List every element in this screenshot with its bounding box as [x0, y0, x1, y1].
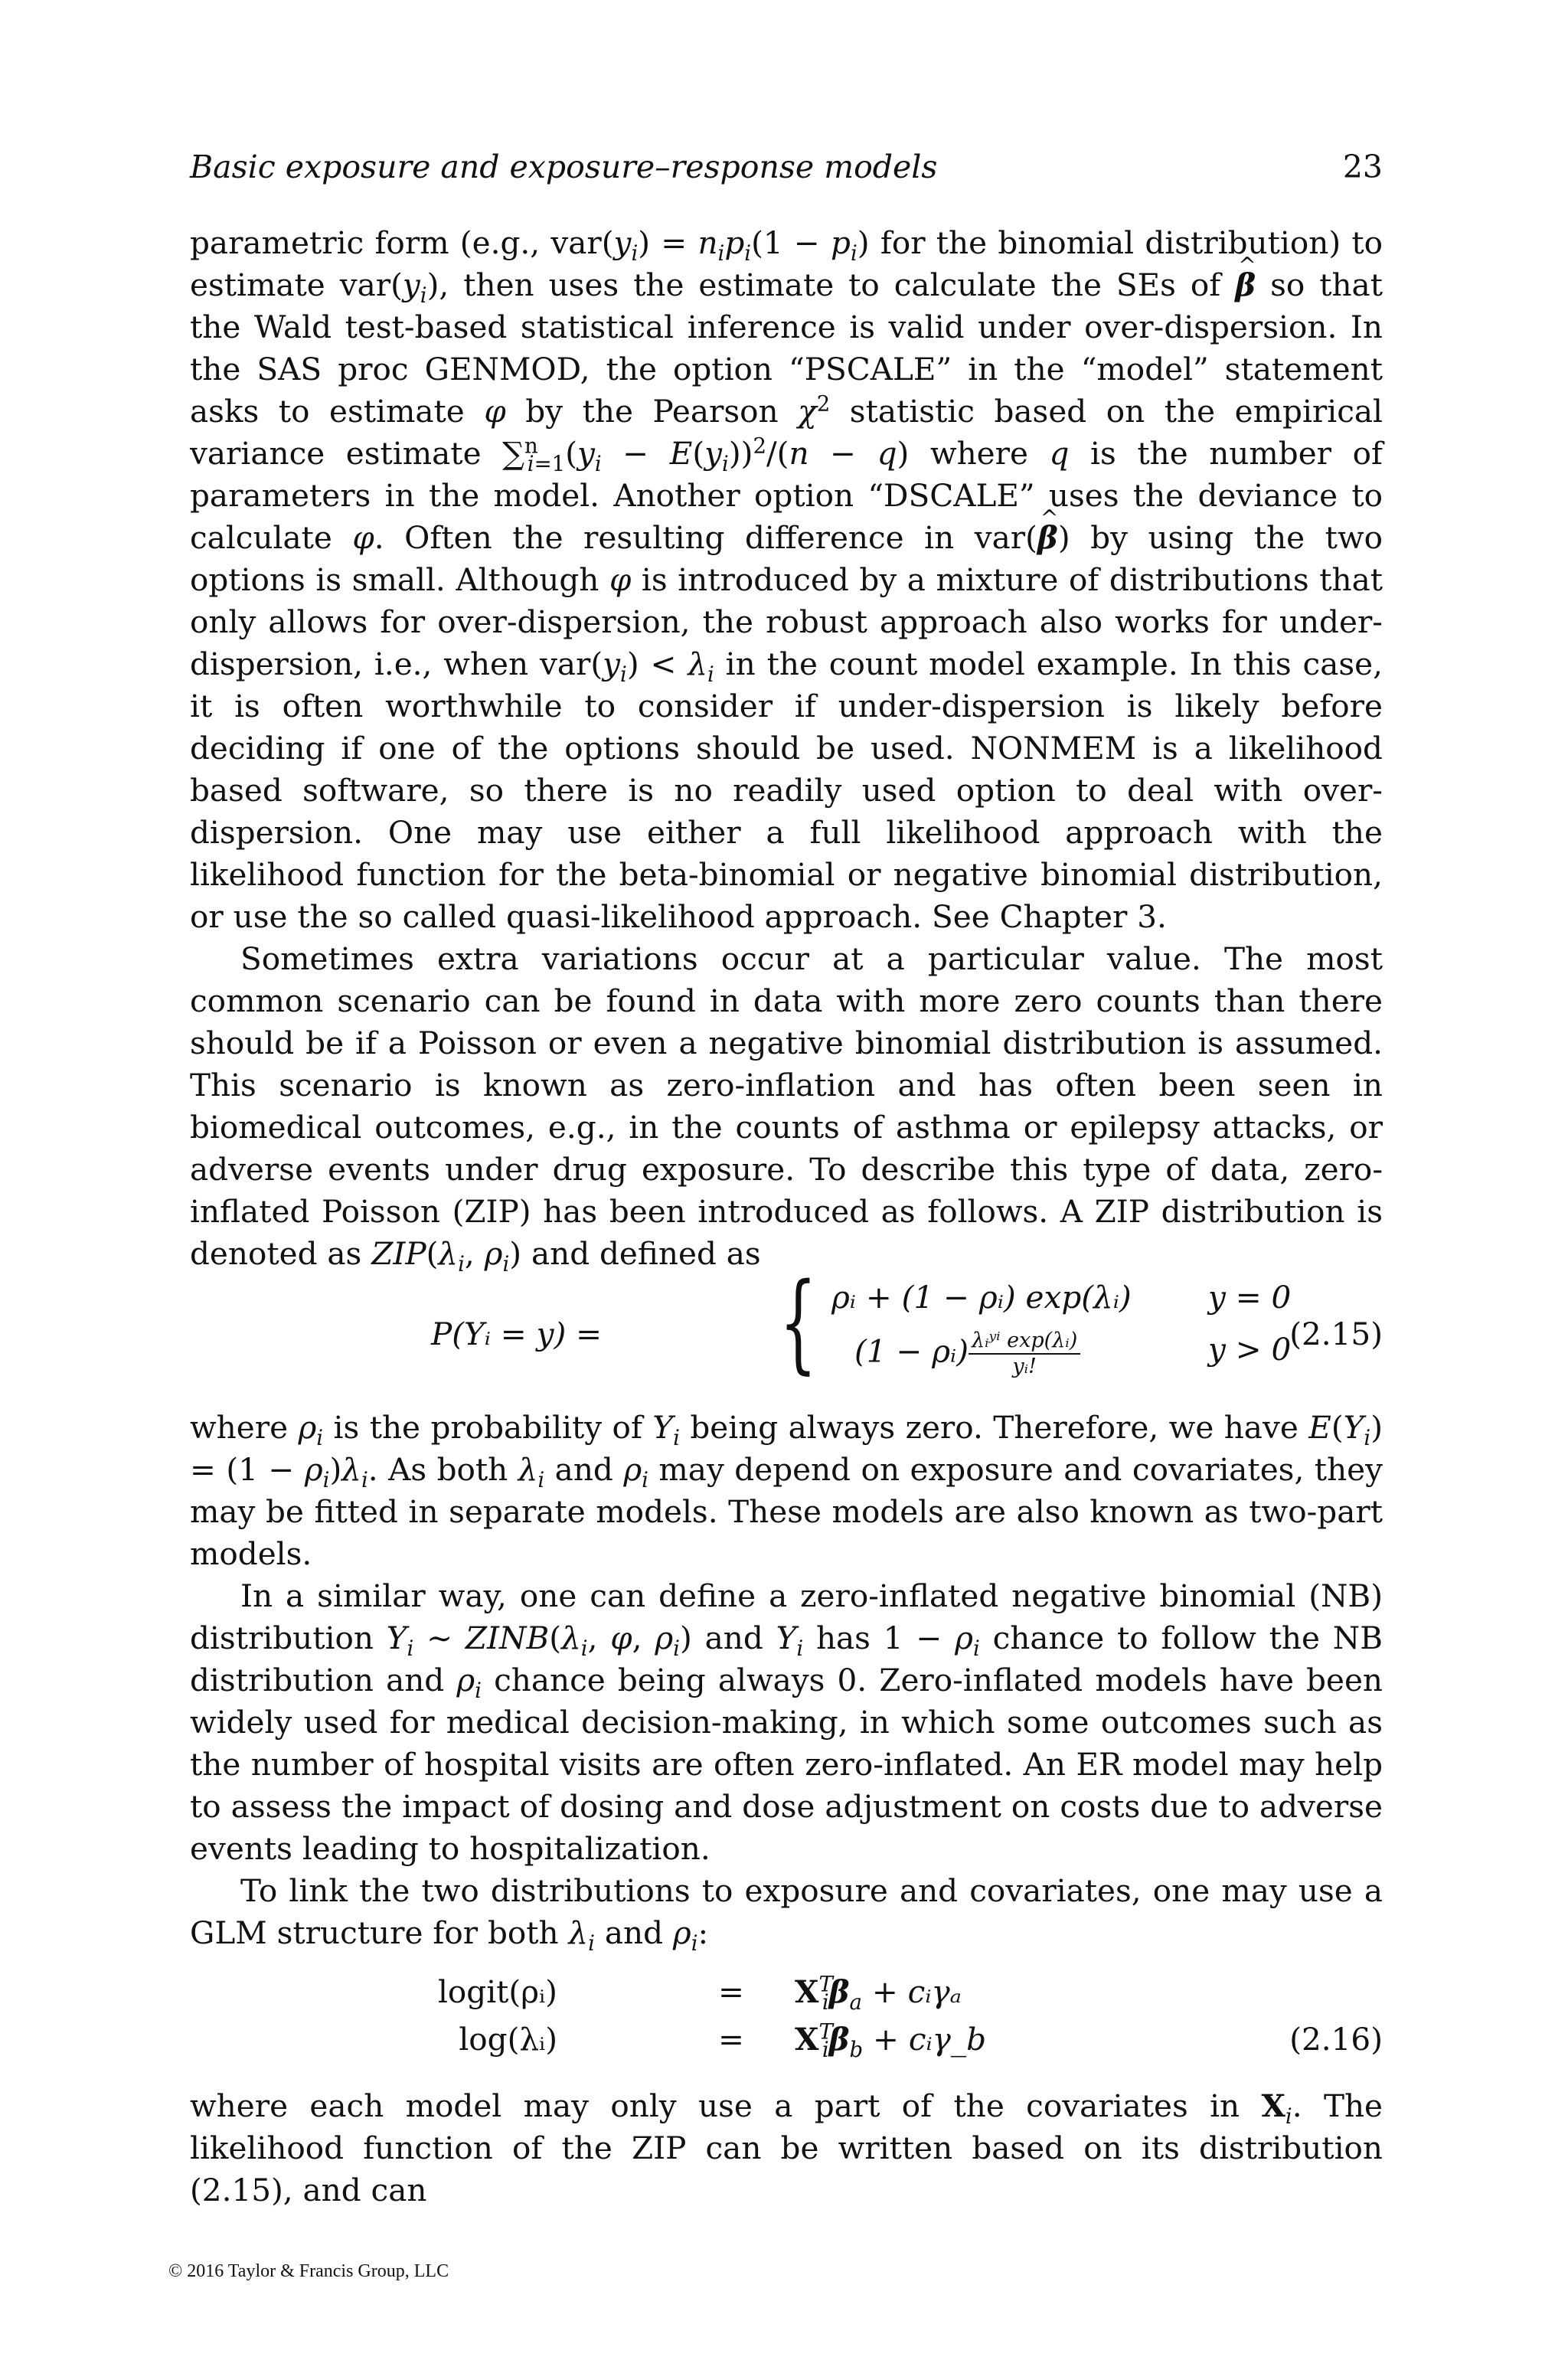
equation-2-15 — [190, 1260, 1383, 1399]
eq215-condition-1: y = 0 — [1208, 1279, 1292, 1316]
eq216-number: (2.16) — [1289, 2021, 1383, 2058]
equation-2-16 — [190, 1971, 1383, 2067]
eq215-case2: (1 − ρᵢ) $\frac{\text{λᵢʸⁱ exp(λᵢ)}}{\text{yᵢ!}}$ — [854, 1329, 1080, 1379]
paragraph-4: In a similar way, one can define a zero-inflated negative binomial (NB) distribution $Y_i$ ∼ $ZINB(\lambda_i$, φ, $\rho_i$) and $Y_i$ has $1 - \rho_i$ chance to follow the NB distribution and $\rho_i$ chance being always 0. Zero-inflated models have been widely used for medical decision-making, in which some outcomes such as the number of hospital visits are often zero-inflated. An ER model may help to assess the impact of dosing and dose adjustment on costs due to adverse events leading to hospitalization. — [190, 1577, 1383, 1867]
paragraph-5: To link the two distributions to exposure and covariates, one may use a GLM structure for both $\lambda_i$ and $\rho_i$: — [190, 1872, 1383, 1956]
eq216-equals-1: = — [718, 1973, 744, 2010]
paragraph-1: parametric form (e.g., $var(y_i) = n_ip_i(1 - p_i)$ for the binomial distribution) to estimate $var(y_i)$, then uses the estimate to calculate the SEs of ^ β so that the Wald test-based statistical inference is valid under over-dispersion. In the SAS proc GENMOD, the option “PSCALE” in the “model” statement asks to estimate φ by the Pearson $\chi^2$ statistic based on the empirical variance estimate $\sum^n_{i=1}(y_i - E(y_i))^2/(n - q)$ where q is the number of parameters in the model. Another option “DSCALE” uses the deviance to calculate φ. Often the resulting difference in var(^ β) by using the two options is small. Although φ is introduced by a mixture of distributions that only allows for over-dispersion, the robust approach also works for under-dispersion, i.e., when $var(y_i) < \lambda_i$ in the count model example. In this case, it is often worthwhile to consider if under-dispersion is likely before deciding if one of the options should be used. NONMEM is a likelihood based software, so there is no readily used option to deal with over-dispersion. One may use either a full likelihood approach with the likelihood function for the beta-binomial or negative binomial distribution, or use the so called quasi-likelihood approach. See Chapter 3. — [190, 222, 1383, 938]
eq216-equals-2: = — [718, 2021, 744, 2058]
eq215-brace: { — [779, 1260, 817, 1385]
page-header — [190, 149, 1383, 195]
copyright-notice: © 2016 Taylor & Francis Group, LLC — [168, 2261, 449, 2281]
page-number: 23 — [1342, 149, 1383, 185]
paragraph-2: Sometimes extra variations occur at a particular value. The most common scenario can be found in data with more zero counts than there should be if a Poisson or even a negative binomial distribution is assumed. This scenario is known as zero-inflation and has often been seen in biomedical outcomes, e.g., in the counts of asthma or epilepsy attacks, or adverse events under drug exposure. To describe this type of data, zero-inflated Poisson (ZIP) has been introduced as follows. A ZIP distribution is denoted as $ZIP(\lambda_i$, $\rho_i$) and defined as — [190, 940, 1383, 1277]
eq216-lhs-2: log(λᵢ) — [459, 2021, 557, 2058]
eq215-case1: ρᵢ + (1 − ρᵢ) exp(λᵢ) — [831, 1279, 1132, 1316]
paragraph-6: where each model may only use a part of the covariates in $X_i$. The likelihood function of the ZIP can be written based on its distribution (2.15), and can — [190, 2087, 1383, 2208]
body-text — [190, 222, 1383, 2211]
eq216-lhs-1: logit(ρᵢ) — [437, 1973, 557, 2010]
eq216-rhs-2: $X^T_i\beta_b$ + cᵢγ_b — [795, 2019, 987, 2063]
eq216-rhs-1: $X^T_i\beta_a$ + cᵢγₐ — [795, 1972, 962, 2015]
paragraph-3: where $\rho_i$ is the probability of $Y_i$ being always zero. Therefore, we have $E(Y_i) = (1 - \rho_i)\lambda_i$. As both $\lambda_i$ and $\rho_i$ may depend on exposure and covariates, they may be fitted in separate models. These models are also known as two-part models. — [190, 1409, 1383, 1572]
running-head: Basic exposure and exposure–response models — [190, 149, 938, 185]
eq215-lhs: P(Yᵢ = y) = — [431, 1316, 603, 1352]
eq215-condition-2: y > 0 — [1208, 1331, 1292, 1368]
eq215-number: (2.15) — [1289, 1316, 1383, 1352]
